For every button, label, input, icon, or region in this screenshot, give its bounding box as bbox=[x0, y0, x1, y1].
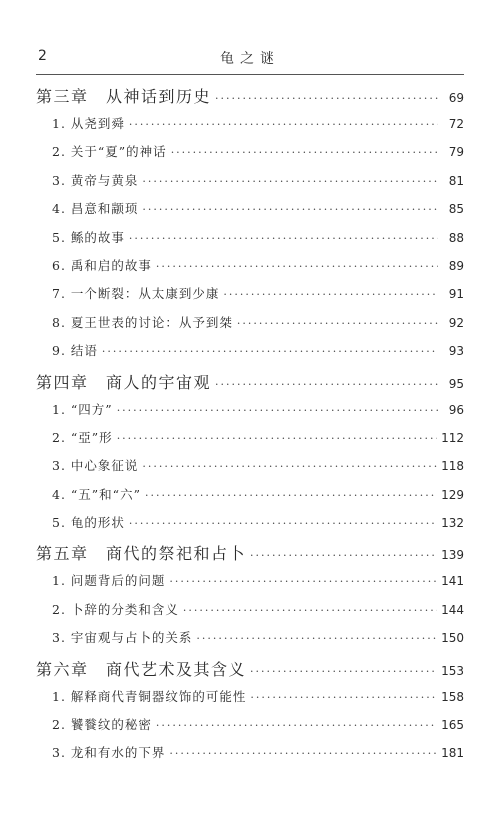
toc-page-number: 141 bbox=[441, 574, 464, 589]
toc-section-entry bbox=[36, 600, 464, 628]
table-of-contents bbox=[36, 84, 464, 772]
toc-page-number: 153 bbox=[441, 663, 464, 678]
toc-section-entry bbox=[36, 114, 464, 142]
dot-leader bbox=[129, 232, 438, 245]
dot-leader bbox=[196, 632, 437, 645]
toc-page-number: 81 bbox=[448, 173, 464, 188]
dot-leader bbox=[156, 260, 438, 273]
toc-section-entry bbox=[36, 341, 464, 369]
toc-chapter-entry bbox=[36, 541, 464, 571]
toc-section-entry bbox=[36, 628, 464, 656]
toc-page-number: 165 bbox=[441, 718, 464, 733]
dot-leader bbox=[142, 203, 438, 216]
toc-page-number: 158 bbox=[441, 689, 464, 704]
dot-leader bbox=[117, 404, 438, 417]
running-header bbox=[36, 46, 464, 75]
toc-page-number: 118 bbox=[441, 459, 464, 474]
toc-section-entry bbox=[36, 228, 464, 256]
toc-chapter-entry bbox=[36, 657, 464, 687]
toc-page-number: 79 bbox=[448, 145, 464, 160]
toc-page-number: 112 bbox=[441, 430, 464, 445]
toc-entry-title: 2. 卜辞的分类和含义 bbox=[52, 601, 179, 617]
toc-page-number: 96 bbox=[448, 402, 464, 417]
toc-section-entry bbox=[36, 743, 464, 771]
toc-entry-title: 1. 从尧到舜 bbox=[52, 116, 125, 131]
dot-leader bbox=[237, 317, 438, 330]
toc-section-entry bbox=[36, 313, 464, 341]
toc-section-entry bbox=[36, 428, 464, 456]
toc-page-number: 95 bbox=[448, 376, 464, 391]
dot-leader bbox=[117, 432, 437, 445]
toc-section-entry bbox=[36, 256, 464, 284]
toc-entry-title: 3. 龙和有水的下界 bbox=[52, 745, 166, 761]
book-title: 龟之谜 bbox=[220, 51, 280, 67]
page-number: 2 bbox=[38, 48, 47, 64]
dot-leader bbox=[171, 146, 438, 159]
toc-chapter-entry bbox=[36, 370, 464, 400]
toc-page-number: 72 bbox=[448, 117, 464, 131]
toc-section-entry bbox=[36, 400, 464, 428]
toc-page-number: 93 bbox=[448, 344, 464, 359]
toc-page-number: 89 bbox=[448, 258, 464, 273]
toc-entry-title: 5. 龟的形状 bbox=[52, 515, 125, 531]
toc-page-number: 150 bbox=[441, 631, 464, 646]
toc-entry-title: 1. “四方” bbox=[52, 401, 113, 417]
toc-entry-title: 第六章 商代艺术及其含义 bbox=[36, 659, 247, 679]
dot-leader bbox=[142, 460, 437, 473]
toc-entry-title: 4. 昌意和颛顼 bbox=[52, 201, 139, 217]
dot-leader bbox=[142, 175, 438, 188]
dot-leader bbox=[183, 604, 437, 617]
dot-leader bbox=[250, 691, 437, 704]
dot-leader bbox=[215, 378, 438, 391]
dot-leader bbox=[129, 118, 438, 131]
toc-entry-title: 第五章 商代的祭祀和占卜 bbox=[36, 544, 247, 564]
dot-leader bbox=[169, 575, 437, 588]
toc-entry-title: 9. 结语 bbox=[52, 343, 98, 359]
dot-leader bbox=[169, 747, 437, 760]
toc-entry-title: 2. 关于“夏”的神话 bbox=[52, 144, 167, 160]
toc-entry-title: 1. 问题背后的问题 bbox=[52, 573, 166, 589]
dot-leader bbox=[250, 665, 437, 678]
toc-entry-title: 3. 中心象征说 bbox=[52, 458, 139, 474]
toc-entry-title: 第三章 从神话到历史 bbox=[36, 87, 212, 106]
toc-entry-title: 4. “五”和“六” bbox=[52, 486, 141, 502]
dot-leader bbox=[223, 288, 438, 301]
toc-entry-title: 7. 一个断裂：从太康到少康 bbox=[52, 286, 220, 302]
dot-leader bbox=[156, 719, 437, 732]
toc-page-number: 92 bbox=[448, 315, 464, 330]
toc-page-number: 69 bbox=[448, 91, 464, 105]
toc-entry-title: 1. 解释商代青铜器纹饰的可能性 bbox=[52, 688, 247, 704]
toc-entry-title: 5. 鲧的故事 bbox=[52, 229, 125, 245]
toc-entry-title: 6. 禹和启的故事 bbox=[52, 257, 152, 273]
toc-page-number: 132 bbox=[441, 516, 464, 531]
toc-section-entry bbox=[36, 199, 464, 227]
toc-page-number: 88 bbox=[448, 230, 464, 245]
dot-leader bbox=[215, 92, 438, 105]
toc-section-entry bbox=[36, 142, 464, 170]
toc-entry-title: 3. 宇宙观与占卜的关系 bbox=[52, 630, 193, 646]
toc-page-number: 129 bbox=[441, 487, 464, 502]
toc-section-entry bbox=[36, 513, 464, 541]
toc-page-number: 85 bbox=[448, 202, 464, 217]
toc-section-entry bbox=[36, 571, 464, 599]
toc-entry-title: 第四章 商人的宇宙观 bbox=[36, 372, 212, 392]
toc-chapter-entry bbox=[36, 84, 464, 114]
toc-page-number: 181 bbox=[441, 746, 464, 761]
dot-leader bbox=[129, 517, 437, 530]
dot-leader bbox=[250, 549, 437, 562]
toc-page-number: 139 bbox=[441, 548, 464, 563]
toc-entry-title: 8. 夏王世表的讨论：从予到桀 bbox=[52, 314, 233, 330]
toc-entry-title: 3. 黄帝与黄泉 bbox=[52, 172, 139, 188]
toc-page-number: 91 bbox=[448, 287, 464, 302]
toc-section-entry bbox=[36, 715, 464, 743]
toc-section-entry bbox=[36, 485, 464, 513]
toc-section-entry bbox=[36, 284, 464, 312]
toc-page-number: 144 bbox=[441, 602, 464, 617]
toc-section-entry bbox=[36, 171, 464, 199]
toc-entry-title: 2. “亞”形 bbox=[52, 429, 113, 445]
toc-section-entry bbox=[36, 687, 464, 715]
dot-leader bbox=[145, 489, 437, 502]
dot-leader bbox=[102, 345, 438, 358]
toc-entry-title: 2. 饕餮纹的秘密 bbox=[52, 717, 152, 733]
toc-section-entry bbox=[36, 456, 464, 484]
